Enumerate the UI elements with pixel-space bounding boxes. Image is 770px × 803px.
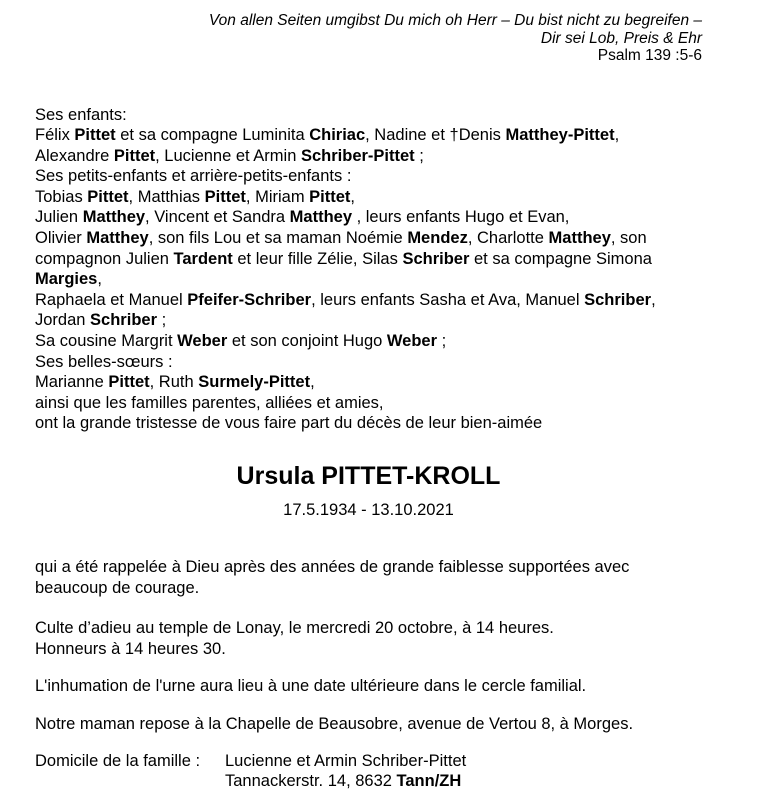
surname-bold-text: Matthey-Pittet — [505, 126, 615, 145]
body-text: ; — [414, 146, 424, 165]
body-text: , leurs enfants Sasha et Ava, Manuel — [311, 290, 585, 309]
body-text: ; — [437, 332, 447, 351]
body-text: , Matthias — [128, 187, 205, 206]
body-text: , Vincent et Sandra — [145, 208, 290, 227]
body-text: ont la grande tristesse de vous faire part du décès de leur bien-aimée — [35, 414, 543, 433]
surname-bold-text: Surmely-Pittet — [198, 373, 311, 392]
domicile-label: Domicile de la famille : — [35, 751, 201, 770]
family-line — [35, 146, 702, 167]
surname-bold-text: Schriber-Pittet — [300, 146, 415, 165]
body-text: Alexandre — [35, 146, 114, 165]
paragraph-line: qui a été rappelée à Dieu après des années de grande faiblesse supportées avec — [35, 558, 630, 576]
body-text: , Miriam — [245, 187, 310, 206]
family-line — [35, 125, 702, 146]
body-text: ainsi que les familles parentes, alliées et amies, — [35, 393, 384, 412]
body-text: Ses enfants: — [35, 105, 127, 124]
body-text: compagnon Julien — [35, 249, 174, 268]
domicile-residents: Lucienne et Armin Schriber-Pittet — [225, 751, 467, 770]
body-text: et son conjoint Hugo — [227, 332, 387, 351]
family-line — [35, 372, 702, 393]
surname-bold-text: Matthey — [86, 229, 149, 248]
body-text: , — [350, 187, 355, 206]
body-text: , — [614, 126, 620, 145]
epigraph — [35, 12, 702, 65]
body-text: Jordan — [35, 311, 91, 330]
body-text: Ses petits-enfants et arrière-petits-enfants : — [35, 167, 352, 186]
family-line — [35, 413, 702, 434]
surname-bold-text: Chiriac — [309, 126, 366, 145]
body-text: Marianne — [35, 373, 109, 392]
family-line — [35, 352, 702, 373]
paragraph-inhumation — [35, 676, 702, 697]
life-dates: 17.5.1934 - 13.10.2021 — [283, 501, 454, 519]
surname-bold-text: Margies — [35, 270, 98, 289]
family-announcement — [35, 105, 702, 435]
family-line — [35, 249, 702, 270]
surname-bold-text: Schriber — [90, 311, 157, 330]
surname-bold-text: Tardent — [173, 249, 233, 268]
domicile-address — [225, 771, 466, 792]
family-line — [35, 331, 702, 352]
family-line — [35, 290, 702, 311]
epigraph-psalm-reference: Psalm 139 :5-6 — [597, 47, 702, 64]
body-text: et sa compagne Luminita — [115, 126, 310, 145]
surname-bold-text: Pittet — [113, 146, 156, 165]
family-line — [35, 166, 702, 187]
paragraph-line: beaucoup de courage. — [35, 578, 200, 597]
deceased-name: Ursula PITTET-KROLL — [236, 462, 501, 490]
body-text: , Lucienne et Armin — [155, 146, 301, 165]
body-text: , Ruth — [149, 373, 199, 392]
surname-bold-text: Matthey — [548, 229, 611, 248]
body-text: , son — [610, 229, 647, 248]
body-text: , son fils Lou et sa maman Noémie — [148, 229, 408, 248]
paragraph-ceremony — [35, 618, 702, 659]
body-text: Tobias — [35, 187, 88, 206]
body-text: Olivier — [35, 229, 87, 248]
surname-bold-text: Weber — [177, 332, 228, 351]
surname-bold-text: Mendez — [407, 229, 468, 248]
body-text: , — [651, 290, 656, 309]
surname-bold-text: Schriber — [402, 249, 470, 268]
surname-bold-text: Pittet — [309, 187, 351, 206]
body-text: Sa cousine Margrit — [35, 332, 178, 351]
surname-bold-text: Tann/ZH — [396, 772, 462, 791]
body-text: Tannackerstr. 14, 8632 — [225, 772, 397, 791]
paragraph-line: Honneurs à 14 heures 30. — [35, 639, 226, 658]
epigraph-line-1: Von allen Seiten umgibst Du mich oh Herr – Du bist nicht zu begreifen – — [208, 12, 702, 29]
paragraph-line: Culte d’adieu au temple de Lonay, le mercredi 20 octobre, à 14 heures. — [35, 619, 554, 638]
surname-bold-text: Matthey — [289, 208, 353, 227]
epigraph-line-2: Dir sei Lob, Preis & Ehr — [540, 29, 702, 47]
surname-bold-text: Pittet — [74, 126, 116, 145]
body-text: , — [310, 373, 315, 392]
body-text: Félix — [35, 126, 75, 145]
body-text: , Nadine et †Denis — [365, 126, 506, 145]
surname-bold-text: Matthey — [82, 208, 146, 227]
surname-bold-text: Pfeifer-Schriber — [187, 290, 312, 309]
surname-bold-text: Weber — [386, 332, 438, 351]
family-line — [35, 187, 702, 208]
surname-bold-text: Schriber — [584, 290, 652, 309]
body-text: Julien — [35, 208, 83, 227]
body-text: Raphaela et Manuel — [35, 290, 188, 309]
body-text: , Charlotte — [467, 229, 549, 248]
body-text: , — [97, 270, 102, 289]
domicile-details — [225, 751, 466, 792]
surname-bold-text: Pittet — [108, 373, 150, 392]
paragraph-line: L'inhumation de l'urne aura lieu à une date ultérieure dans le cercle familial. — [35, 677, 587, 696]
body-text: , leurs enfants Hugo et Evan, — [352, 208, 570, 227]
body-text: et leur fille Zélie, Silas — [232, 249, 403, 268]
family-line — [35, 207, 702, 228]
body-text: et sa compagne Simona — [469, 249, 652, 268]
family-line — [35, 269, 702, 290]
family-line — [35, 105, 702, 126]
family-line — [35, 228, 702, 249]
paragraph-line: Notre maman repose à la Chapelle de Beausobre, avenue de Vertou 8, à Morges. — [35, 714, 634, 733]
paragraph-chapel — [35, 714, 702, 735]
family-domicile — [35, 751, 702, 792]
paragraph-cause — [35, 557, 702, 598]
surname-bold-text: Pittet — [87, 187, 129, 206]
family-line — [35, 310, 702, 331]
family-line — [35, 393, 702, 414]
surname-bold-text: Pittet — [204, 187, 246, 206]
body-text: Ses belles-sœurs : — [35, 352, 173, 371]
body-text: ; — [157, 311, 167, 330]
